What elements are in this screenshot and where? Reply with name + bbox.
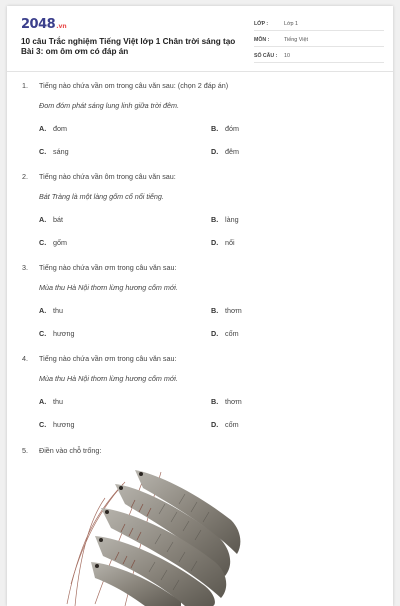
question-quote: Bát Tràng là một làng gốm cổ nổi tiếng.: [39, 192, 164, 201]
question-number: 4.: [22, 354, 28, 363]
option-c[interactable]: C. hương: [39, 420, 75, 429]
document-title: 10 câu Trắc nghiệm Tiếng Việt lớp 1 Chân trời sáng tạo Bài 3: om ôm ơm có đáp án: [21, 37, 236, 56]
question-text: Tiếng nào chứa vần ôm trong câu văn sau:: [39, 172, 176, 181]
question-text: Tiếng nào chứa vần ơm trong câu văn sau:: [39, 354, 177, 363]
option-a[interactable]: A. bát: [39, 215, 63, 224]
question-number: 5.: [22, 446, 28, 455]
question-number: 3.: [22, 263, 28, 272]
meta-label: SỐ CÂU :: [254, 52, 278, 59]
option-b[interactable]: B. thơm: [211, 397, 242, 406]
meta-value: 10: [284, 52, 290, 59]
question-quote: Mùa thu Hà Nội thơm lừng hương cốm mới.: [39, 374, 178, 383]
option-d[interactable]: D. cốm: [211, 420, 239, 429]
option-b[interactable]: B. đóm: [211, 124, 239, 133]
worksheet-header: [7, 6, 393, 72]
logo-suffix: .vn: [56, 23, 67, 30]
meta-row-count: [254, 49, 384, 63]
option-a[interactable]: A. thu: [39, 397, 63, 406]
question-quote: Mùa thu Hà Nội thơm lừng hương cốm mới.: [39, 283, 178, 292]
meta-row-class: [254, 17, 384, 31]
option-c[interactable]: C. hương: [39, 329, 75, 338]
option-c[interactable]: C. gốm: [39, 238, 67, 247]
question-number: 2.: [22, 172, 28, 181]
meta-label: LỚP :: [254, 20, 269, 27]
site-logo[interactable]: [21, 17, 67, 32]
question-text: Điền vào chỗ trống:: [39, 446, 102, 455]
option-d[interactable]: D. cốm: [211, 329, 239, 338]
option-b[interactable]: B. làng: [211, 215, 239, 224]
meta-value: Tiếng Việt: [284, 36, 308, 43]
option-a[interactable]: A. thu: [39, 306, 63, 315]
question-number: 1.: [22, 81, 28, 90]
option-a[interactable]: A. đom: [39, 124, 67, 133]
meta-info: [254, 17, 384, 65]
option-c[interactable]: C. sáng: [39, 147, 69, 156]
meta-value: Lớp 1: [284, 20, 299, 27]
option-d[interactable]: D. đêm: [211, 147, 239, 156]
shrimp-image: [65, 464, 245, 606]
option-d[interactable]: D. nổi: [211, 238, 235, 247]
question-text: Tiếng nào chứa vần om trong câu văn sau: (chọn 2 đáp án): [39, 81, 229, 90]
meta-row-subject: [254, 33, 384, 47]
question-quote: Đom đóm phát sáng lung linh giữa trời đêm.: [39, 101, 179, 110]
shrimp-illustration: [65, 464, 245, 606]
question-text: Tiếng nào chứa vần ơm trong câu văn sau:: [39, 263, 177, 272]
logo-text: 2048: [21, 17, 56, 32]
meta-label: MÔN :: [254, 36, 270, 43]
option-b[interactable]: B. thơm: [211, 306, 242, 315]
worksheet-page: [7, 6, 393, 606]
shrimp-bodies: [91, 470, 240, 606]
